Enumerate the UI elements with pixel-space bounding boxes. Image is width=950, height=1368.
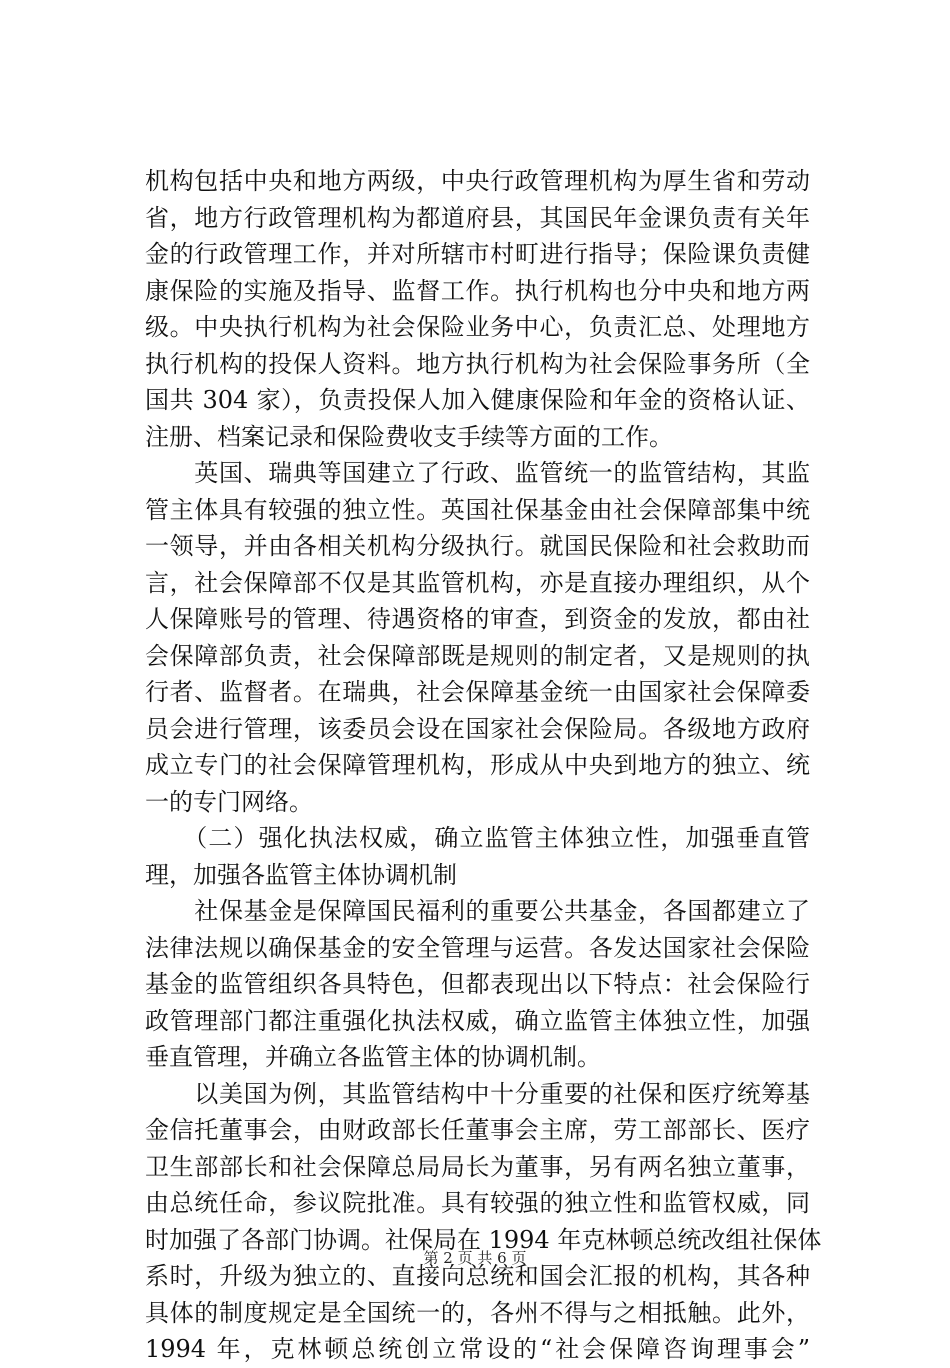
text-line: 管主体具有较强的独立性。英国社保基金由社会保障部集中统 — [145, 495, 810, 524]
text-line: 人保障账号的管理、待遇资格的审查，到资金的发放，都由社 — [145, 605, 810, 633]
text-line: 言，社会保障部不仅是其监管机构，亦是直接办理组织，从个 — [145, 568, 810, 597]
text-line: 金的行政管理工作，并对所辖市村町进行指导；保险课负责健 — [145, 240, 810, 268]
text-line: 由总统任命，参议院批准。具有较强的独立性和监管权威，同 — [145, 1189, 810, 1217]
text-line: 一领导，并由各相关机构分级执行。就国民保险和社会救助而 — [145, 532, 810, 560]
text-line: 康保险的实施及指导、监督工作。执行机构也分中央和地方两 — [145, 276, 810, 305]
page-footer — [0, 1247, 950, 1268]
text-line: （二）强化执法权威，确立监管主体独立性，加强垂直管 — [145, 824, 810, 852]
text-line: 1994 年，克林顿总统创立常设的“社会保障咨询理事会” — [145, 1335, 810, 1363]
text-line: 以美国为例，其监管结构中十分重要的社保和医疗统筹基 — [145, 1079, 810, 1108]
text-line: 政管理部门都注重强化执法权威，确立监管主体独立性，加强 — [145, 1006, 810, 1035]
text-line: 卫生部部长和社会保障总局局长为董事，另有两名独立董事， — [145, 1152, 810, 1181]
text-line: 英国、瑞典等国建立了行政、监管统一的监管结构，其监 — [145, 459, 810, 487]
text-line: 成立专门的社会保障管理机构，形成从中央到地方的独立、统 — [145, 751, 810, 779]
text-line: 系时，升级为独立的、直接向总统和国会汇报的机构，其各种 — [145, 1262, 810, 1290]
text-line: 国共 304 家），负责投保人加入健康保险和年金的资格认证、 — [145, 386, 810, 414]
text-line: 注册、档案记录和保险费收支手续等方面的工作。 — [145, 422, 673, 451]
text-line: 一的专门网络。 — [145, 787, 313, 816]
text-line: 省，地方行政管理机构为都道府县，其国民年金课负责有关年 — [145, 203, 810, 232]
text-line: 理，加强各监管主体协调机制 — [145, 860, 457, 889]
text-line: 会保障部负责，社会保障部既是规则的制定者，又是规则的执 — [145, 641, 810, 670]
text-line: 金信托董事会，由财政部长任董事会主席，劳工部部长、医疗 — [145, 1116, 810, 1144]
page-number: 第 2 页 共 6 页 — [423, 1249, 527, 1267]
text-line: 执行机构的投保人资料。地方执行机构为社会保险事务所（全 — [145, 349, 810, 378]
text-line: 时加强了各部门协调。社保局在 1994 年克林顿总统改组社保体 — [145, 1225, 822, 1254]
text-line: 垂直管理，并确立各监管主体的协调机制。 — [145, 1043, 601, 1071]
text-line: 具体的制度规定是全国统一的，各州不得与之相抵触。此外， — [145, 1298, 810, 1327]
text-line: 社保基金是保障国民福利的重要公共基金，各国都建立了 — [145, 897, 810, 925]
document-body — [145, 163, 822, 1368]
text-line: 员会进行管理，该委员会设在国家社会保险局。各级地方政府 — [145, 714, 810, 743]
text-line: 基金的监管组织各具特色，但都表现出以下特点：社会保险行 — [145, 970, 810, 998]
text-line: 行者、监督者。在瑞典，社会保障基金统一由国家社会保障委 — [145, 678, 810, 706]
text-line: 法律法规以确保基金的安全管理与运营。各发达国家社会保险 — [145, 933, 810, 962]
text-line: 机构包括中央和地方两级，中央行政管理机构为厚生省和劳动 — [145, 167, 810, 195]
text-line: 级。中央执行机构为社会保险业务中心，负责汇总、处理地方 — [145, 313, 810, 341]
